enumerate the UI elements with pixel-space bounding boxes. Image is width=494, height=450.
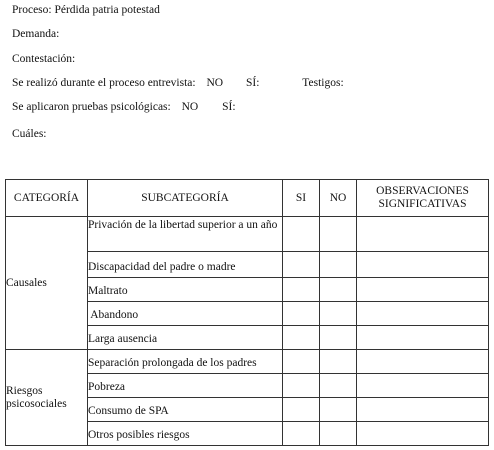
subcategory-cell: Abandono (88, 302, 283, 326)
cuales-line (12, 127, 47, 141)
no-cell[interactable] (320, 350, 357, 374)
pruebas-line (12, 100, 236, 114)
subcategory-cell: Maltrato (88, 278, 283, 302)
si-cell[interactable] (283, 422, 320, 446)
si-cell[interactable] (283, 398, 320, 422)
no-cell[interactable] (320, 252, 357, 278)
entrevista-line (12, 76, 344, 90)
si-cell[interactable] (283, 374, 320, 398)
subcategory-cell: Otros posibles riesgos (88, 422, 283, 446)
col-header-no: NO (320, 180, 357, 217)
subcategory-cell: Pobreza (88, 374, 283, 398)
observaciones-cell[interactable] (357, 252, 489, 278)
col-header-si: SI (283, 180, 320, 217)
no-cell[interactable] (320, 217, 357, 252)
no-cell[interactable] (320, 398, 357, 422)
no-cell[interactable] (320, 422, 357, 446)
observaciones-cell[interactable] (357, 350, 489, 374)
demanda-line (12, 27, 59, 41)
category-riesgos-psicosociales: Riesgos psicosociales (6, 350, 88, 446)
si-cell[interactable] (283, 252, 320, 278)
entrevista-si: SÍ: (245, 77, 260, 89)
observaciones-cell[interactable] (357, 374, 489, 398)
contestacion-line (12, 52, 75, 66)
evaluation-table (5, 179, 489, 446)
si-cell[interactable] (283, 350, 320, 374)
entrevista-label: Se realizó durante el proceso entrevista: (12, 77, 196, 89)
table-row (6, 350, 489, 374)
observaciones-cell[interactable] (357, 398, 489, 422)
subcategory-cell: Larga ausencia (88, 326, 283, 350)
subcategory-cell: Separación prolongada de los padres (88, 350, 283, 374)
observaciones-cell[interactable] (357, 302, 489, 326)
si-cell[interactable] (283, 217, 320, 252)
no-cell[interactable] (320, 374, 357, 398)
si-cell[interactable] (283, 326, 320, 350)
no-cell[interactable] (320, 326, 357, 350)
table-header-row (6, 180, 489, 217)
no-cell[interactable] (320, 302, 357, 326)
pruebas-si: SÍ: (222, 101, 236, 113)
proceso-text: Proceso: Pérdida patria potestad (12, 4, 160, 16)
observaciones-cell[interactable] (357, 217, 489, 252)
observaciones-cell[interactable] (357, 278, 489, 302)
contestacion-label: Contestación: (12, 53, 76, 65)
pruebas-label: Se aplicaron pruebas psicológicas: (12, 101, 171, 113)
observaciones-cell[interactable] (357, 326, 489, 350)
testigos-label: Testigos: (302, 77, 344, 89)
col-header-observaciones: OBSERVACIONES SIGNIFICATIVAS (357, 180, 489, 217)
pruebas-no: NO (181, 101, 199, 113)
col-header-subcategoria: SUBCATEGORÍA (88, 180, 283, 217)
observaciones-cell[interactable] (357, 422, 489, 446)
entrevista-no: NO (206, 77, 224, 89)
si-cell[interactable] (283, 302, 320, 326)
proceso-line (12, 3, 160, 17)
subcategory-cell: Consumo de SPA (88, 398, 283, 422)
cuales-label: Cuáles: (12, 128, 47, 140)
subcategory-cell: Discapacidad del padre o madre (88, 252, 283, 278)
subcategory-cell: Privación de la libertad superior a un año (88, 217, 283, 252)
col-header-categoria: CATEGORÍA (6, 180, 88, 217)
category-causales: Causales (6, 217, 88, 350)
table-row (6, 217, 489, 252)
si-cell[interactable] (283, 278, 320, 302)
no-cell[interactable] (320, 278, 357, 302)
demanda-label: Demanda: (12, 28, 60, 40)
